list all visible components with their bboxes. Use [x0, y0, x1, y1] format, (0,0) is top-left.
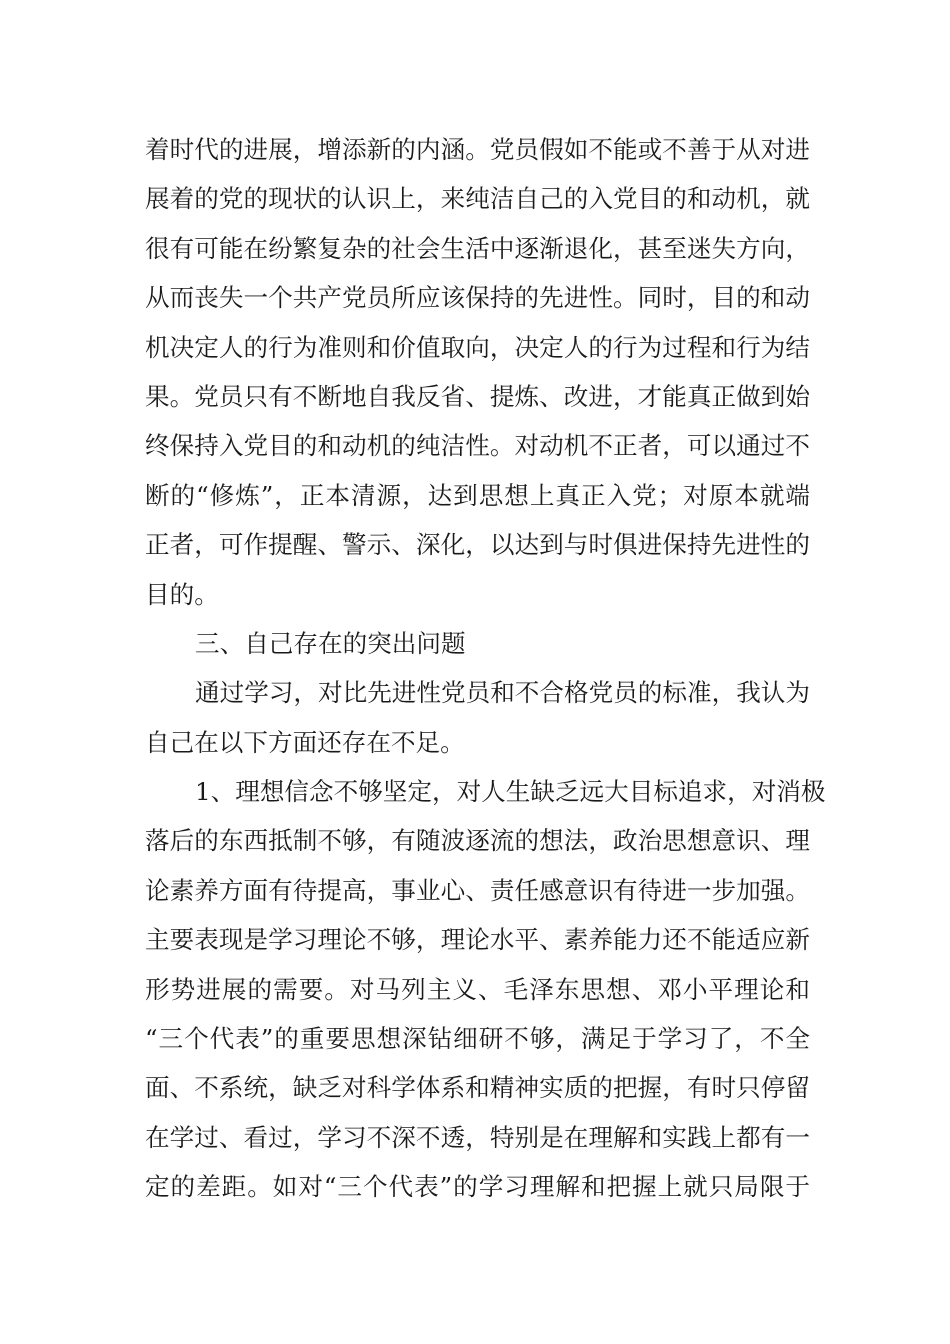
text-line: 论素养方面有待提高，事业心、责任感意识有待进一步加强。 [145, 875, 810, 905]
section-heading: 三、自己存在的突出问题 [195, 628, 466, 658]
text-line: 着时代的进展，增添新的内涵。党员假如不能或不善于从对进 [145, 135, 810, 164]
text-line: 终保持入党目的和动机的纯洁性。对动机不正者，可以通过不 [145, 431, 810, 461]
text-line: 落后的东西抵制不够，有随波逐流的想法，政治思想意识、理 [145, 826, 810, 856]
text-line: 目的。 [145, 579, 219, 609]
text-line: 果。党员只有不断地自我反省、提炼、改进，才能真正做到始 [145, 381, 810, 411]
text-line: “三个代表”的重要思想深钻细研不够，满足于学习了，不全 [145, 1024, 810, 1054]
text-line: 通过学习，对比先进性党员和不合格党员的标准，我认为 [195, 678, 810, 708]
text-line: 很有可能在纷繁复杂的社会生活中逐渐退化，甚至迷失方向， [145, 233, 810, 263]
text-line: 断的“修炼”，正本清源，达到思想上真正入党；对原本就端 [145, 480, 810, 510]
text-line: 1、理想信念不够坚定，对人生缺乏远大目标追求，对消极 [195, 777, 826, 807]
text-line: 在学过、看过，学习不深不透，特别是在理解和实践上都有一 [145, 1122, 810, 1152]
document-body [145, 125, 826, 1212]
text-line: 主要表现是学习理论不够，理论水平、素养能力还不能适应新 [145, 925, 810, 955]
text-line: 展着的党的现状的认识上，来纯洁自己的入党目的和动机，就 [145, 184, 810, 214]
text-line: 定的差距。如对“三个代表”的学习理解和把握上就只局限于 [145, 1172, 810, 1202]
text-line: 正者，可作提醒、警示、深化，以达到与时俱进保持先进性的 [145, 530, 810, 560]
text-line: 面、不系统，缺乏对科学体系和精神实质的把握，有时只停留 [145, 1073, 810, 1103]
text-line: 形势进展的需要。对马列主义、毛泽东思想、邓小平理论和 [145, 974, 810, 1004]
text-line: 机决定人的行为准则和价值取向，决定人的行为过程和行为结 [145, 332, 810, 362]
text-line: 从而丧失一个共产党员所应该保持的先进性。同时，目的和动 [145, 283, 810, 313]
text-line: 自己在以下方面还存在不足。 [145, 727, 465, 757]
